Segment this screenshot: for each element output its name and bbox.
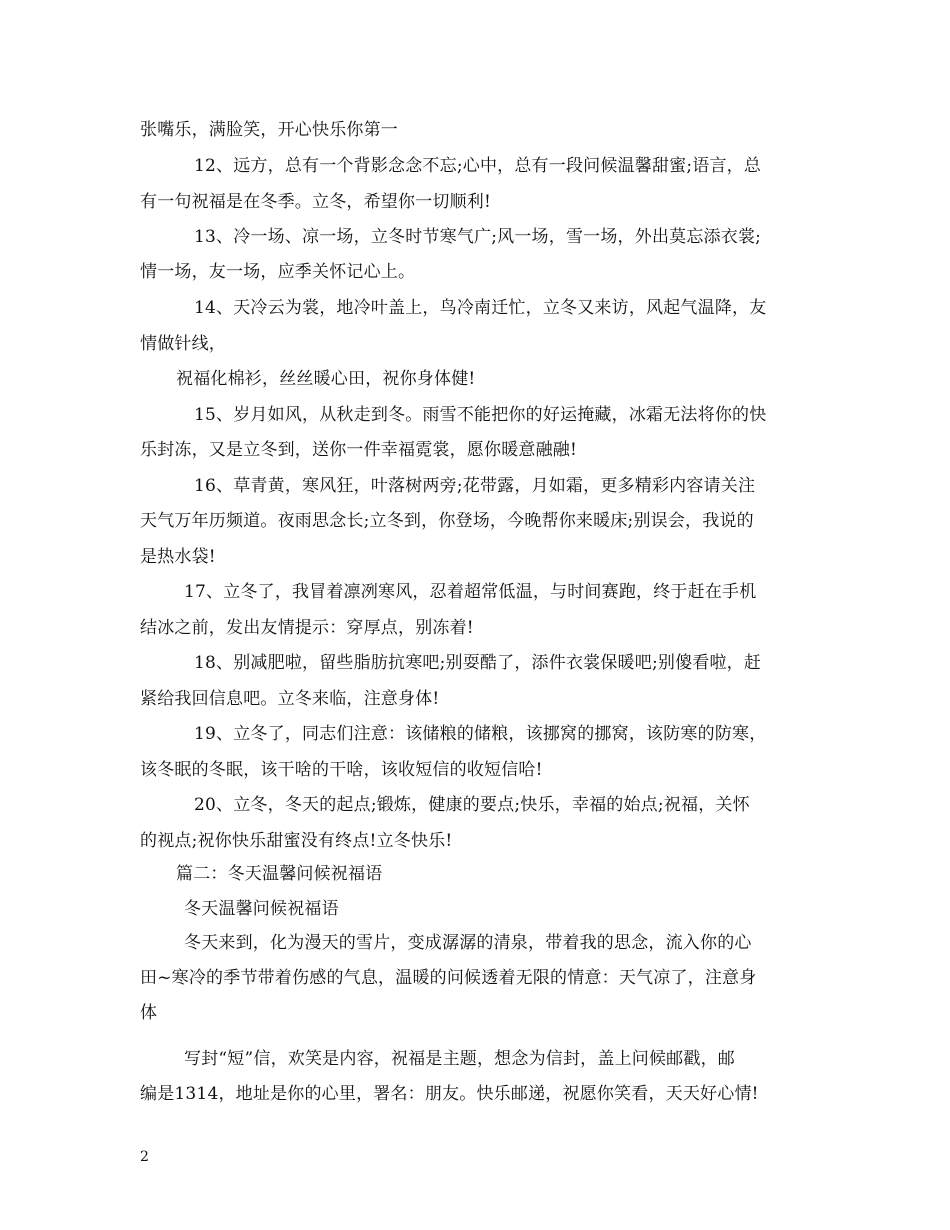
text-line: 有一句祝福是在冬季。立冬，希望你一切顺利! [140,192,492,212]
text-line: 13、冷一场、凉一场，立冬时节寒气广;风一场，雪一场，外出莫忘添衣裳; [194,227,762,247]
section-heading: 篇二：冬天温馨问候祝福语 [176,864,383,884]
section-subheading: 冬天温馨问候祝福语 [184,899,339,919]
text-line: 15、岁月如风，从秋走到冬。雨雪不能把你的好运掩藏，冰霜无法将你的快 [194,405,767,425]
text-line: 写封“短”信，欢笑是内容，祝福是主题，想念为信封，盖上问候邮戳，邮 [184,1049,735,1069]
text-line: 是热水袋! [140,547,216,567]
text-line: 20、立冬，冬天的起点;锻炼，健康的要点;快乐，幸福的始点;祝福，关怀 [194,795,750,815]
text-line: 编是1314，地址是你的心里，署名：朋友。快乐邮递，祝愿你笑看，天天好心情! [140,1084,759,1104]
text-line: 体 [140,1003,158,1023]
text-line: 情一场，友一场，应季关怀记心上。 [140,262,416,282]
text-line: 祝福化棉衫，丝丝暖心田，祝你身体健! [176,369,476,389]
text-line: 张嘴乐，满脸笑，开心快乐你第一 [140,120,398,140]
text-line: 17、立冬了，我冒着凛冽寒风，忍着超常低温，与时间赛跑，终于赶在手机 [184,582,757,602]
text-line: 田~寒冷的季节带着伤感的气息，温暖的问候透着无限的情意：天气凉了，注意身 [140,968,757,988]
text-line: 12、远方，总有一个背影念念不忘;心中，总有一段问候温馨甜蜜;语言，总 [194,156,762,176]
text-line: 14、天冷云为裳，地冷叶盖上，鸟冷南迁忙，立冬又来访，风起气温降，友 [194,298,767,318]
text-line: 乐封冻，又是立冬到，送你一件幸福霓裳，愿你暖意融融! [140,440,578,460]
text-line: 天气万年历频道。夜雨思念长;立冬到，你登场，今晚帮你来暖床;别误会，我说的 [140,511,754,531]
text-line: 该冬眠的冬眠，该干啥的干啥，该收短信的收短信哈! [140,760,543,780]
text-line: 的视点;祝你快乐甜蜜没有终点!立冬快乐! [140,831,453,851]
text-line: 16、草青黄，寒风狂，叶落树两旁;花带露，月如霜，更多精彩内容请关注 [194,476,756,496]
text-line: 18、别减肥啦，留些脂肪抗寒吧;别耍酷了，添件衣裳保暖吧;别傻看啦，赶 [194,653,762,673]
text-line: 结冰之前，发出友情提示：穿厚点，别冻着! [140,618,474,638]
text-line: 19、立冬了，同志们注意：该储粮的储粮，该挪窝的挪窝，该防寒的防寒， [194,724,767,744]
page-number: 2 [140,1149,149,1165]
text-line: 情做针线， [140,334,226,354]
text-line: 冬天来到，化为漫天的雪片，变成潺潺的清泉，带着我的思念，流入你的心 [184,933,752,953]
text-line: 紧给我回信息吧。立冬来临，注意身体! [140,689,440,709]
